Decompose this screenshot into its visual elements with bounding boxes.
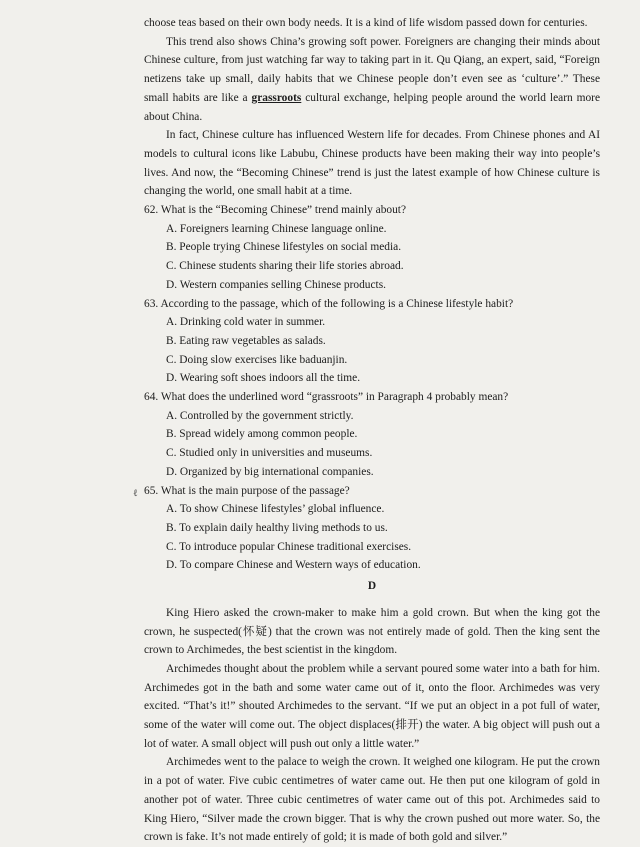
option-a: A. Drinking cold water in summer. [166,316,326,329]
option-c: C. To introduce popular Chinese traditional exercises. [166,540,412,553]
paragraph-soft-power [144,33,600,127]
option-d: D. To compare Chinese and Western ways of education. [166,559,421,572]
paragraph-king-hiero: King Hiero asked the crown-maker to make him a gold crown. But when the king got the crown, he suspected(怀疑) that the crown was not entirely made of gold. Then the king sent the crown to Archimedes, the best scientist in the kingdom. [144,606,600,657]
question-stem: 62. What is the “Becoming Chinese” trend mainly about? [144,204,407,217]
question-63 [144,295,600,389]
option-d: D. Western companies selling Chinese products. [166,278,386,291]
question-65 [144,482,600,576]
option-a: A. To show Chinese lifestyles’ global influence. [166,503,385,516]
question-stem: 64. What does the underlined word “grassroots” in Paragraph 4 probably mean? [144,391,509,404]
option-b: B. To explain daily healthy living methods to us. [166,521,388,534]
question-64 [144,388,600,482]
option-a: A. Foreigners learning Chinese language online. [166,222,387,235]
question-62 [144,201,600,295]
option-c: C. Chinese students sharing their life stories abroad. [166,260,404,273]
option-c: C. Studied only in universities and museums. [166,447,373,460]
paragraph-text: This trend also shows China’s growing soft power. Foreigners are changing their minds about Chinese culture, from just watching far way to taking part in it. Qu Qiang, an expert, said, “Foreign netizens take up small, daily habits that we Chinese people don’t even see as ‘culture’.” These small habits are like a [144,35,600,104]
paragraph-archimedes-bath: Archimedes thought about the problem while a servant poured some water into a bath for him. Archimedes got in the bath and some water came out of it, onto the floor. Archimedes was very excited. “That’s it!” shouted Archimedes to the servant. “If we put an object in a pot full of water, some of the water will come out. The object displaces(排开) the water. A big object will push out a lot of water. A small object will push out only a little water.” [144,662,600,750]
margin-pen-mark: ℓ [133,488,138,499]
paragraph-text: cultural exchange, helping people around the world learn more about China. [144,91,600,123]
option-d: D. Organized by big international companies. [166,465,374,478]
option-b: B. Eating raw vegetables as salads. [166,334,326,347]
option-d: D. Wearing soft shoes indoors all the time. [166,372,361,385]
option-c: C. Doing slow exercises like baduanjin. [166,353,348,366]
option-a: A. Controlled by the government strictly. [166,409,354,422]
question-stem: 65. What is the main purpose of the passage? [144,484,350,497]
paragraph-influence: In fact, Chinese culture has influenced Western life for decades. From Chinese phones and AI models to cultural icons like Labubu, Chinese products have been making their way into people’s lives. And now, the “Becoming Chinese” trend is just the latest example of how Chinese culture is changing the world, one small habit at a time. [144,129,600,198]
option-b: B. People trying Chinese lifestyles on social media. [166,241,402,254]
underlined-word-grassroots: grassroots [251,91,302,104]
question-stem: 63. According to the passage, which of the following is a Chinese lifestyle habit? [144,297,514,310]
paragraph-archimedes-palace: Archimedes went to the palace to weigh the crown. It weighed one kilogram. He put the crown in a pot of water. Five cubic centimetres of water came out. He then put one kilogram of gold in another pot of water. Three cubic centimetres of water came out of this pot. Archimedes said to King Hiero, “Silver made the crown bigger. That is why the crown pushed out more water. So, the crown is fake. It’s not made entirely of gold; it is made of both gold and silver.” [144,756,600,844]
option-b: B. Spread widely among common people. [166,428,358,441]
paragraph-continuation: choose teas based on their own body needs. It is a kind of life wisdom passed down for centuries. [144,17,588,29]
section-heading-d: D [367,580,377,593]
